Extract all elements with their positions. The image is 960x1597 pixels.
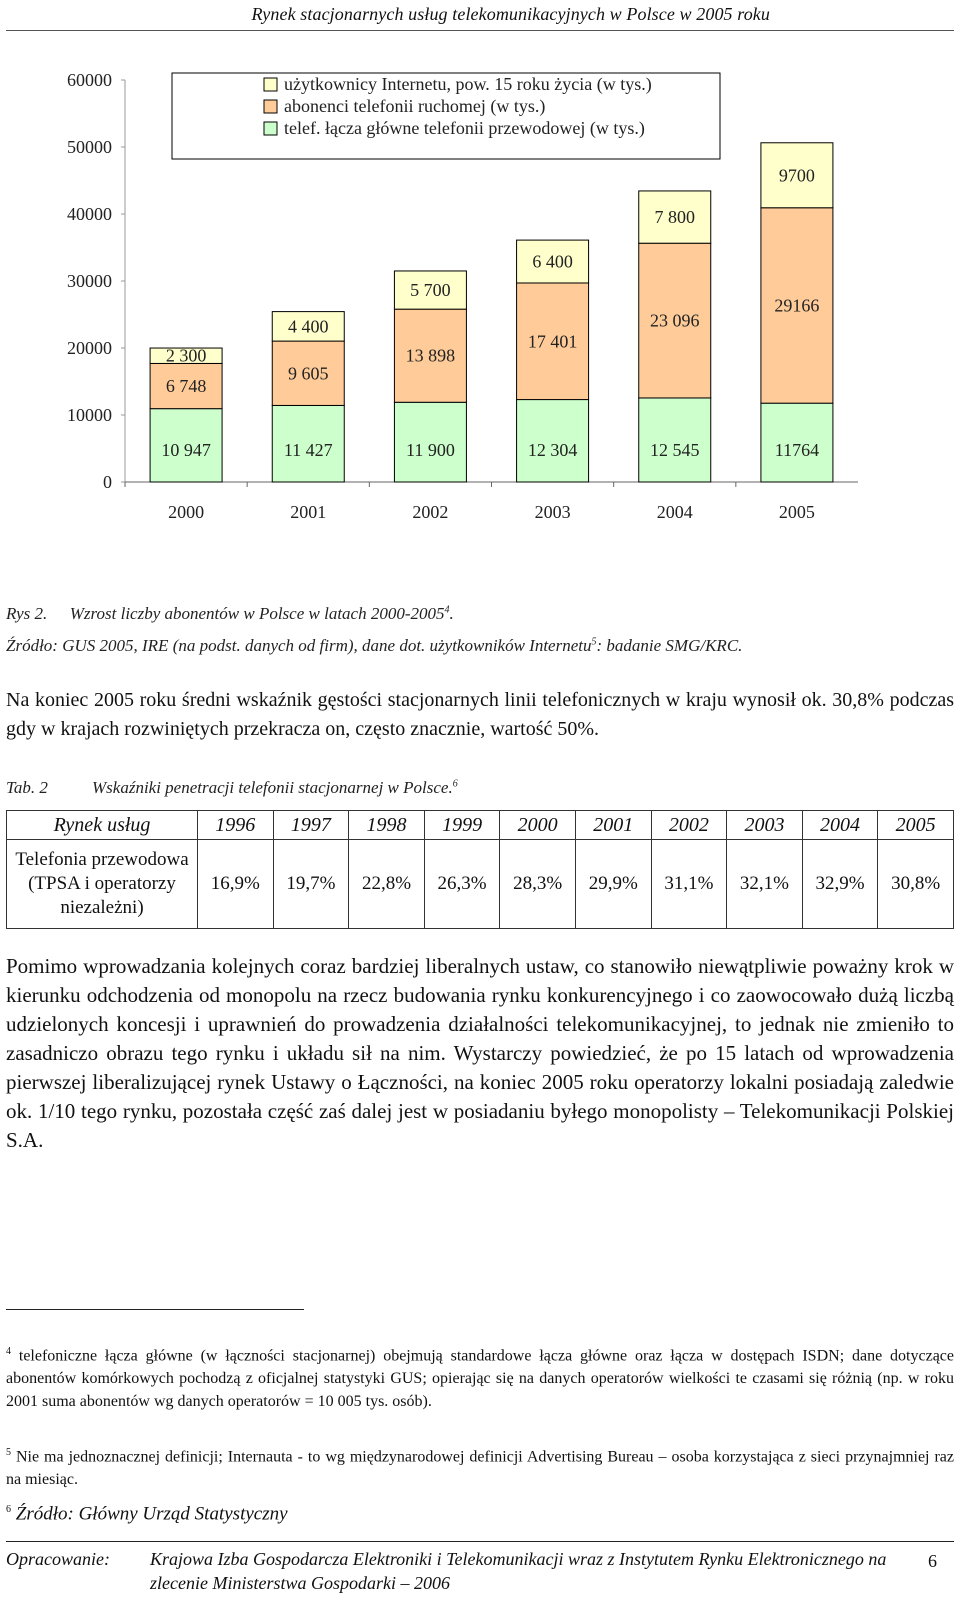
footnote-number: 5 <box>6 1447 11 1458</box>
x-tick-label: 2005 <box>778 502 815 522</box>
table-cell: 22,8% <box>349 840 425 929</box>
table-header-cell: 2001 <box>575 811 651 840</box>
paragraph-liberalization: Pomimo wprowadzania kolejnych coraz bardziej liberalnych ustaw, co stanowiło niewątpliwie poważny krok w kierunku odchodzenia od monopolu na rzecz budowania rynku konkurencyjnego i co zaowocowało dużą liczbą udzielonych koncesji i uprawnień do prowadzenia działalności telekomunikacyjnej, to jednak nie zmieniło to zasadniczo obrazu tego rynku i układu sił na nim. Wystarczy powiedzieć, że po 15 latach od wprowadzenia pierwszej liberalizującej rynek Ustawy o Łączności, na koniec 2005 roku operatorzy lokalni posiadają zaledwie ok. 1/10 tego rynku, pozostała część zaś dalej jest w posiadaniu byłego monopolisty – Telekomunikacji Polskiej S.A. <box>6 954 954 1152</box>
footnote-rule <box>6 1309 304 1310</box>
footnote-text: Nie ma jednoznacznej definicji; Internauta - to wg międzynarodowej definicji Advertising Bureau – osoba korzystająca z sieci przynajmniej raz na miesiąc. <box>6 1448 955 1489</box>
table-title: Wskaźniki penetracji telefonii stacjonarnej w Polsce. <box>92 778 453 797</box>
figure-title-footnote-ref[interactable]: 4 <box>444 604 450 616</box>
legend-label: abonenci telefonii ruchomej (w tys.) <box>284 96 546 116</box>
data-label: 29166 <box>774 295 820 316</box>
data-label: 12 304 <box>527 440 578 460</box>
footnote-number: 4 <box>6 1346 11 1357</box>
data-label: 5 700 <box>410 280 451 301</box>
figure-title: Wzrost liczby abonentów w Polsce w latach 2000-2005 <box>69 604 445 623</box>
data-label: 2 300 <box>165 345 207 366</box>
header-title: Rynek stacjonarnych usług telekomunikacyjnych w Polsce w 2005 roku <box>251 4 770 24</box>
data-label: 4 400 <box>288 316 329 337</box>
table-cell: 19,7% <box>273 840 349 929</box>
data-label: 11 900 <box>405 440 455 460</box>
table-header-cell: 1996 <box>198 811 274 840</box>
data-label: 11764 <box>774 440 820 460</box>
data-label: 11 427 <box>283 440 333 460</box>
table-header-cell: 1999 <box>424 811 500 840</box>
footer-rule <box>6 1541 954 1542</box>
x-tick-label: 2003 <box>534 502 571 522</box>
table-cell: 16,9% <box>198 840 274 929</box>
data-label: 10 947 <box>161 440 211 460</box>
table-cell: 26,3% <box>424 840 500 929</box>
legend-swatch <box>264 78 277 91</box>
table-row <box>7 840 954 929</box>
table-header-cell: 2005 <box>878 811 954 840</box>
running-header <box>0 4 960 25</box>
data-label: 7 800 <box>654 207 695 228</box>
table-cell: 31,1% <box>651 840 727 929</box>
y-tick-label: 50000 <box>67 137 112 157</box>
figure-source-footnote-ref[interactable]: 5 <box>591 636 597 648</box>
data-label: 6 400 <box>532 251 573 272</box>
header-rule <box>6 30 954 31</box>
legend-label: użytkownicy Internetu, pow. 15 roku życia (w tys.) <box>284 74 652 94</box>
table-cell-service: Telefonia przewodowa (TPSA i operatorzy niezależni) <box>7 840 198 929</box>
legend-swatch <box>264 122 277 135</box>
table-cell: 29,9% <box>575 840 651 929</box>
table-header-cell: 1998 <box>349 811 425 840</box>
figure-label: Rys 2. <box>6 604 48 623</box>
y-tick-label: 60000 <box>67 70 112 90</box>
data-label: 6 748 <box>165 376 207 397</box>
data-label: 9700 <box>778 165 815 186</box>
footnote-6 <box>6 1498 954 1525</box>
y-tick-label: 0 <box>103 472 112 492</box>
footnote-number: 6 <box>6 1504 11 1515</box>
figure-source-suffix: : badanie SMG/KRC. <box>596 636 743 655</box>
y-tick-label: 20000 <box>67 338 112 358</box>
data-label: 12 545 <box>650 440 700 460</box>
figure-source <box>6 636 742 656</box>
table-header-cell: 2003 <box>727 811 803 840</box>
data-label: 9 605 <box>288 363 329 384</box>
table-footnote-ref[interactable]: 6 <box>452 778 458 790</box>
page-number: 6 <box>928 1551 937 1571</box>
table-header-cell: 2000 <box>500 811 576 840</box>
y-tick-label: 10000 <box>67 405 112 425</box>
data-label: 13 898 <box>405 345 456 366</box>
table-header-row <box>7 811 954 840</box>
y-tick-label: 40000 <box>67 204 112 224</box>
x-tick-label: 2001 <box>290 502 327 522</box>
footnote-4 <box>6 1340 954 1413</box>
table-cell: 28,3% <box>500 840 576 929</box>
x-tick-label: 2000 <box>168 502 205 522</box>
legend-label: telef. łącza główne telefonii przewodowej (w tys.) <box>284 118 645 138</box>
table-cell: 30,8% <box>878 840 954 929</box>
table-header-cell: 2004 <box>802 811 878 840</box>
table-cell: 32,1% <box>727 840 803 929</box>
figure-source-text: Źródło: GUS 2005, IRE (na podst. danych od firm), dane dot. użytkowników Internetu <box>6 636 592 655</box>
table-header-cell: Rynek usług <box>7 811 198 840</box>
x-tick-label: 2004 <box>656 502 693 522</box>
y-tick-label: 30000 <box>67 271 112 291</box>
paragraph-density: Na koniec 2005 roku średni wskaźnik gęstości stacjonarnych linii telefonicznych w kraju wynosił ok. 30,8% podczas gdy w krajach rozwiniętych przekracza on, często znacznie, wartość 50%. <box>6 689 954 740</box>
table-caption <box>6 778 458 798</box>
figure-caption: Rys 2. Wzrost liczby abonentów w Polsce w latach 2000-2005$^4$. <box>6 604 454 623</box>
footer-text: Krajowa Izba Gospodarcza Elektroniki i Telekomunikacji wraz z Instytutem Rynku Elektronicznego na zlecenie Ministerstwa Gospodarki – 2006 <box>150 1549 887 1593</box>
table-label: Tab. 2 <box>6 778 48 797</box>
subscribers-chart <box>0 40 960 600</box>
footnote-text: telefoniczne łącza główne (w łączności stacjonarnej) obejmują standardowe łącza główne oraz łącza w dostępach ISDN; dane dotyczące abonentów komórkowych pochodzą z oficjalnej statystyki GUS; opierając się na danych operatorów wielkości te czasami się różnią (np. w roku 2001 suma abonentów wg danych operatorów = 10 005 tys. osób). <box>6 1347 955 1411</box>
penetration-table <box>6 810 954 929</box>
table-header-cell: 1997 <box>273 811 349 840</box>
footnote-5 <box>6 1441 954 1491</box>
table-header-cell: 2002 <box>651 811 727 840</box>
data-label: 17 401 <box>527 331 578 352</box>
footnote-text: Źródło: Główny Urząd Statystyczny <box>15 1503 288 1525</box>
x-tick-label: 2002 <box>412 502 449 522</box>
data-label: 23 096 <box>650 310 700 331</box>
footer-label: Opracowanie: <box>6 1549 110 1569</box>
table-cell: 32,9% <box>802 840 878 929</box>
legend-swatch <box>264 100 277 113</box>
